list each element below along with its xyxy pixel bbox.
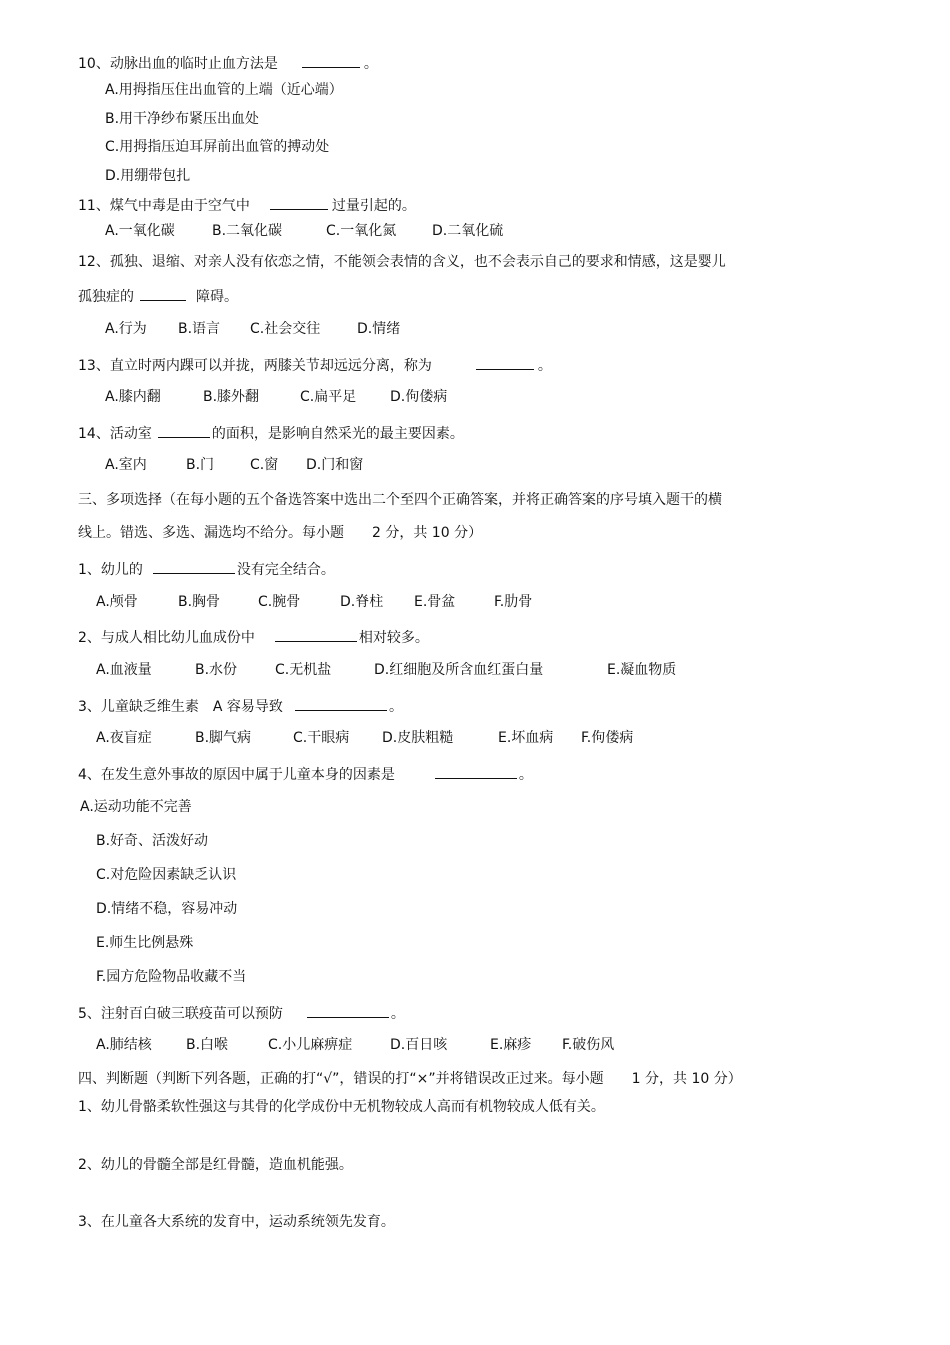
option: B.脚气病 [195,730,252,746]
option: C.扁平足 [300,389,357,405]
answer-blank [435,764,517,779]
question-13-stem: 13、直立时两内踝可以并拢，两膝关节却远远分离，称为 。 [78,355,552,375]
multi-question-3-stem: 3、儿童缺乏维生素 A 容易导致 。 [78,696,403,716]
option: E.骨盆 [414,594,456,610]
option: E.麻疹 [490,1037,532,1053]
option: B.门 [186,457,215,473]
answer-blank [140,286,186,301]
option: D.脊柱 [340,594,384,610]
option: A.行为 [105,321,147,337]
answer-blank [153,559,235,574]
option: C.腕骨 [258,594,301,610]
option: A.血液量 [96,662,152,678]
option: A.室内 [105,457,147,473]
option: F.园方危险物品收藏不当 [96,969,247,985]
option: D.门和窗 [306,457,364,473]
option: F.破伤风 [562,1037,615,1053]
multi-question-5-stem: 5、注射百白破三联疫苗可以预防 。 [78,1003,405,1023]
answer-blank [302,53,360,68]
section-3-heading-line1: 三、多项选择（在每小题的五个备选答案中选出二个至四个正确答案，并将正确答案的序号填入题干的横 [78,492,722,508]
option: B.水份 [195,662,238,678]
answer-blank [158,423,210,438]
section-4-heading: 四、判断题（判断下列各题，正确的打“√”，错误的打“×”并将错误改正过来。每小题 1 分，共 10 分） [78,1071,742,1087]
option: C.用拇指压迫耳屏前出血管的搏动处 [105,139,330,155]
question-12-stem-line1: 12、孤独、退缩、对亲人没有依恋之情，不能领会表情的含义，也不会表示自己的要求和情感，这是婴儿 [78,254,726,270]
option: D.二氧化硫 [432,223,504,239]
answer-blank [270,195,328,210]
option: B.二氧化碳 [212,223,283,239]
option: C.小儿麻痹症 [268,1037,353,1053]
answer-blank [295,696,387,711]
option: B.用干净纱布紧压出血处 [105,111,260,127]
true-false-item: 3、在儿童各大系统的发育中，运动系统领先发育。 [78,1214,395,1230]
option: C.窗 [250,457,279,473]
option: D.情绪 [357,321,401,337]
option: D.百日咳 [390,1037,448,1053]
option: C.对危险因素缺乏认识 [96,867,237,883]
true-false-item: 2、幼儿的骨髓全部是红骨髓，造血机能强。 [78,1157,353,1173]
option: B.膝外翻 [203,389,260,405]
option: A.运动功能不完善 [80,799,192,815]
option: F.佝偻病 [581,730,634,746]
multi-question-1-stem: 1、幼儿的 没有完全结合。 [78,559,335,579]
option: C.社会交往 [250,321,321,337]
option: B.语言 [178,321,221,337]
option: A.用拇指压住出血管的上端（近心端） [105,82,343,98]
option: A.肺结核 [96,1037,152,1053]
option: A.颅骨 [96,594,138,610]
option: D.用绷带包扎 [105,168,191,184]
option: C.干眼病 [293,730,350,746]
true-false-item: 1、幼儿骨骼柔软性强这与其骨的化学成份中无机物较成人高而有机物较成人低有关。 [78,1099,605,1115]
option: A.膝内翻 [105,389,161,405]
question-14-stem: 14、活动室 的面积，是影响自然采光的最主要因素。 [78,423,464,443]
question-12-stem-line2: 孤独症的 障碍。 [78,286,238,306]
answer-blank [275,627,357,642]
option: A.夜盲症 [96,730,152,746]
option: D.皮肤粗糙 [382,730,454,746]
option: B.白喉 [186,1037,229,1053]
option: E.坏血病 [498,730,554,746]
answer-blank [476,355,534,370]
question-10-stem: 10、动脉出血的临时止血方法是 。 [78,53,378,73]
multi-question-4-stem: 4、在发生意外事故的原因中属于儿童本身的因素是 。 [78,764,533,784]
option: D.红细胞及所含血红蛋白量 [374,662,544,678]
option: C.无机盐 [275,662,332,678]
option: A.一氧化碳 [105,223,175,239]
option: B.好奇、活泼好动 [96,833,209,849]
option: E.师生比例悬殊 [96,935,194,951]
option: D.情绪不稳，容易冲动 [96,901,238,917]
answer-blank [307,1003,389,1018]
option: B.胸骨 [178,594,221,610]
option: C.一氧化氮 [326,223,397,239]
question-11-stem: 11、煤气中毒是由于空气中 过量引起的。 [78,195,416,215]
option: F.肋骨 [494,594,533,610]
option: E.凝血物质 [607,662,677,678]
section-3-heading-line2: 线上。错选、多选、漏选均不给分。每小题 2 分，共 10 分） [78,525,483,541]
option: D.佝偻病 [390,389,448,405]
multi-question-2-stem: 2、与成人相比幼儿血成份中 相对较多。 [78,627,429,647]
